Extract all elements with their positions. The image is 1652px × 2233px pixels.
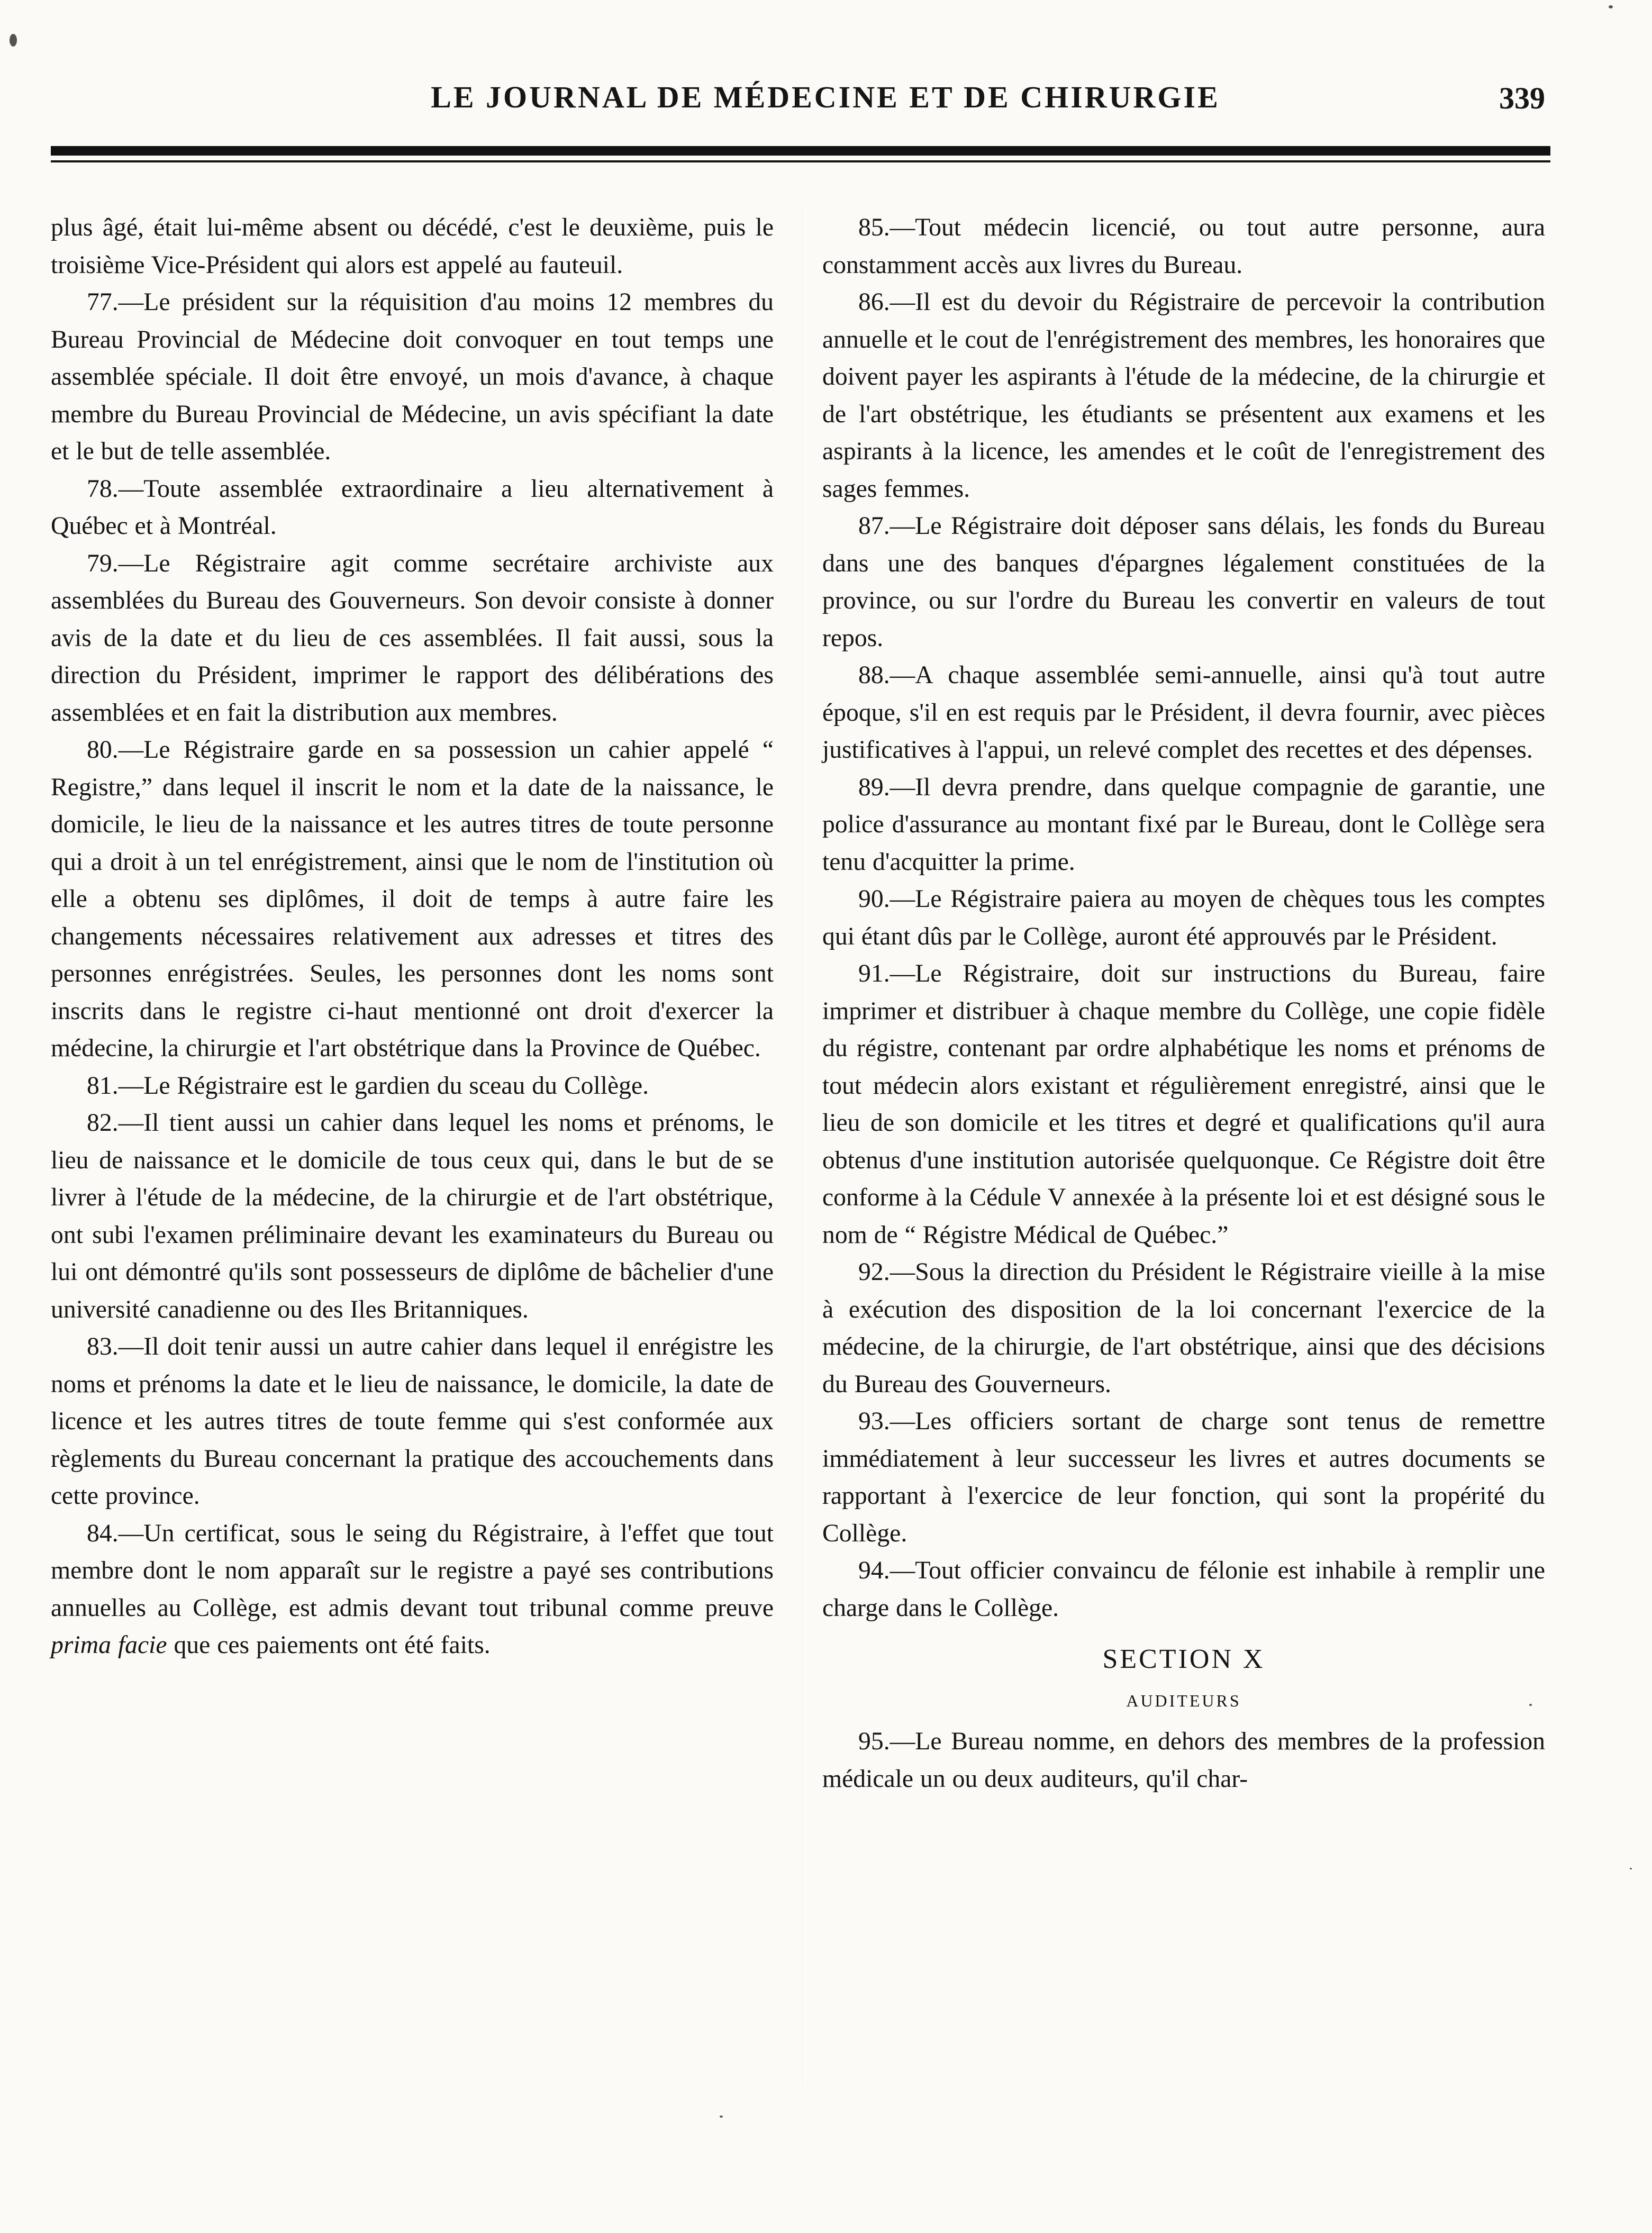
paragraph-82: 82.—Il tient aussi un cahier dans lequel les noms et prénoms, le lieu de naissance et le domicile de tous ceux qui, dans le but de se livrer à l'étude de la médecine, de la chirurgie et de l'art obstétrique, ont subi l'examen préliminaire devant les examinateurs du Bureau ou lui ont démontré qu'ils sont possesseurs de diplôme de bâchelier d'une université canadienne ou des Iles Britanniques. — [51, 1109, 774, 1323]
paragraph-94: 94.—Tout officier convaincu de félonie est inhabile à remplir une charge dans le Collège. — [822, 1556, 1545, 1622]
paragraph-89: 89.—Il devra prendre, dans quelque compagnie de garantie, une police d'assurance au montant fixé par le Bureau, dont le Collège sera tenu d'acquitter la prime. — [822, 773, 1545, 876]
header-rule-thick — [51, 146, 1550, 156]
paragraph-84-end: que ces paiements ont été faits. — [174, 1631, 491, 1659]
paragraph-92: 92.—Sous la direction du Président le Régistraire vieille à la mise à exécution des disposition de la loi concernant l'exercice de la médecine, de la chirurgie, de l'art obstétrique, ainsi que des décisions du Bureau des Gouverneurs. — [822, 1258, 1545, 1398]
paragraph-85: 85.—Tout médecin licencié, ou tout autre personne, aura constamment accès aux livres du Bureau. — [822, 213, 1545, 279]
paragraph-84 — [51, 1515, 774, 1664]
paragraph-87: 87.—Le Régistraire doit déposer sans délais, les fonds du Bureau dans une des banques d'épargnes légalement constituées de la province, ou sur l'ordre du Bureau les convertir en valeurs de tout repos. — [822, 512, 1545, 652]
prima-facie-italic: prima facie — [51, 1631, 167, 1659]
paragraph-79: 79.—Le Régistraire agit comme secrétaire archiviste aux assemblées du Bureau des Gouverneurs. Son devoir consiste à donner avis de la date et du lieu de ces assemblées. Il fait aussi, sous la direction du Président, imprimer le rapport des délibérations des assemblées et en fait la distribution aux membres. — [51, 549, 774, 727]
subsection-title: AUDITEURS — [1126, 1691, 1241, 1710]
section-title: SECTION X — [1102, 1644, 1265, 1674]
ink-speck — [1630, 1868, 1632, 1869]
paragraph-90: 90.—Le Régistraire paiera au moyen de chèques tous les comptes qui étant dûs par le Collège, auront été approuvés par le Président. — [822, 885, 1545, 950]
paragraph-84-text: 84.—Un certificat, sous le seing du Régistraire, à l'effet que tout membre dont le nom apparaît sur le registre a payé ses contributions annuelles au Collège, est admis devant tout tribunal comme preuve — [51, 1519, 774, 1622]
ink-speck — [1609, 5, 1613, 8]
ink-speck — [720, 2116, 723, 2118]
paragraph-78: 78.—Toute assemblée extraordinaire a lieu alternativement à Québec et à Montréal. — [51, 474, 774, 540]
paragraph-86: 86.—Il est du devoir du Régistraire de percevoir la contribution annuelle et le cout de l'enrégistrement des membres, les honoraires que doivent payer les aspirants à l'étude de la médecine, de la chirurgie et de l'art obstétrique, les étudiants se présentent aux examens et les aspirants à la licence, les amendes et le coût de l'enregistrement des sages femmes. — [822, 288, 1545, 503]
paragraph-95: 95.—Le Bureau nomme, en dehors des membres de la profession médicale un ou deux auditeurs, qu'il char- — [822, 1727, 1545, 1793]
paragraph-83: 83.—Il doit tenir aussi un autre cahier dans lequel il enrégistre les noms et prénoms la date et le lieu de naissance, le domicile, la date de licence et les autres titres de toute femme qui s'est conformée aux règlements du Bureau concernant la pratique des accouchements dans cette province. — [51, 1332, 774, 1510]
paragraph-91: 91.—Le Régistraire, doit sur instructions du Bureau, faire imprimer et distribuer à chaque membre du Collège, une copie fidèle du régistre, contenant par ordre alphabétique les noms et prénoms de tout médecin alors existant et régulièrement enregistré, ainsi que le lieu de son domicile et les titres et degré et qualifications qu'il aura obtenus d'une institution autorisée quelquonque. Ce Régistre doit être conforme à la Cédule V annexée à la présente loi et est désigné sous le nom de “ Régistre Médical de Québec.” — [822, 959, 1545, 1249]
left-column — [51, 209, 774, 1664]
column-gutter — [802, 207, 803, 2086]
paragraph-88: 88.—A chaque assemblée semi-annuelle, ainsi qu'à tout autre époque, s'il en est requis par le Président, il devra fournir, avec pièces justificatives à l'appui, un relevé complet des recettes et des dépenses. — [822, 661, 1545, 764]
paragraph-81: 81.—Le Régistraire est le gardien du sceau du Collège. — [87, 1071, 649, 1100]
page-number: 339 — [1499, 81, 1545, 115]
header-rule-thin — [51, 160, 1550, 162]
paragraph-continued-76: plus âgé, était lui-même absent ou décédé, c'est le deuxième, puis le troisième Vice-Président qui alors est appelé au fauteuil. — [51, 213, 774, 279]
paragraph-93: 93.—Les officiers sortant de charge sont tenus de remettre immédiatement à leur successeur les livres et autres documents se rapportant à l'exercice de leur fonction, qui sont la propérité du Collège. — [822, 1407, 1545, 1547]
paragraph-80: 80.—Le Régistraire garde en sa possession un cahier appelé “ Registre,” dans lequel il inscrit le nom et la date de la naissance, le domicile, le lieu de la naissance et les autres titres de toute personne qui a droit à un tel enrégistrement, ainsi que le nom de l'institution où elle a obtenu ses diplômes, il doit de temps à autre faire les changements nécessaires relativement aux adresses et titres des personnes enrégistrées. Seules, les personnes dont les noms sont inscrits dans le registre ci-haut mentionné ont droit d'exercer la médecine, la chirurgie et l'art obstétrique dans la Province de Québec. — [51, 736, 774, 1062]
journal-title: LE JOURNAL DE MÉDECINE ET DE CHIRURGIE — [431, 80, 1220, 114]
paragraph-77: 77.—Le président sur la réquisition d'au moins 12 membres du Bureau Provincial de Médecine doit convoquer en tout temps une assemblée spéciale. Il doit être envoyé, un mois d'avance, à chaque membre du Bureau Provincial de Médecine, un avis spécifiant la date et le but de telle assemblée. — [51, 288, 774, 465]
ink-speck — [10, 34, 17, 47]
right-column — [822, 209, 1545, 1798]
